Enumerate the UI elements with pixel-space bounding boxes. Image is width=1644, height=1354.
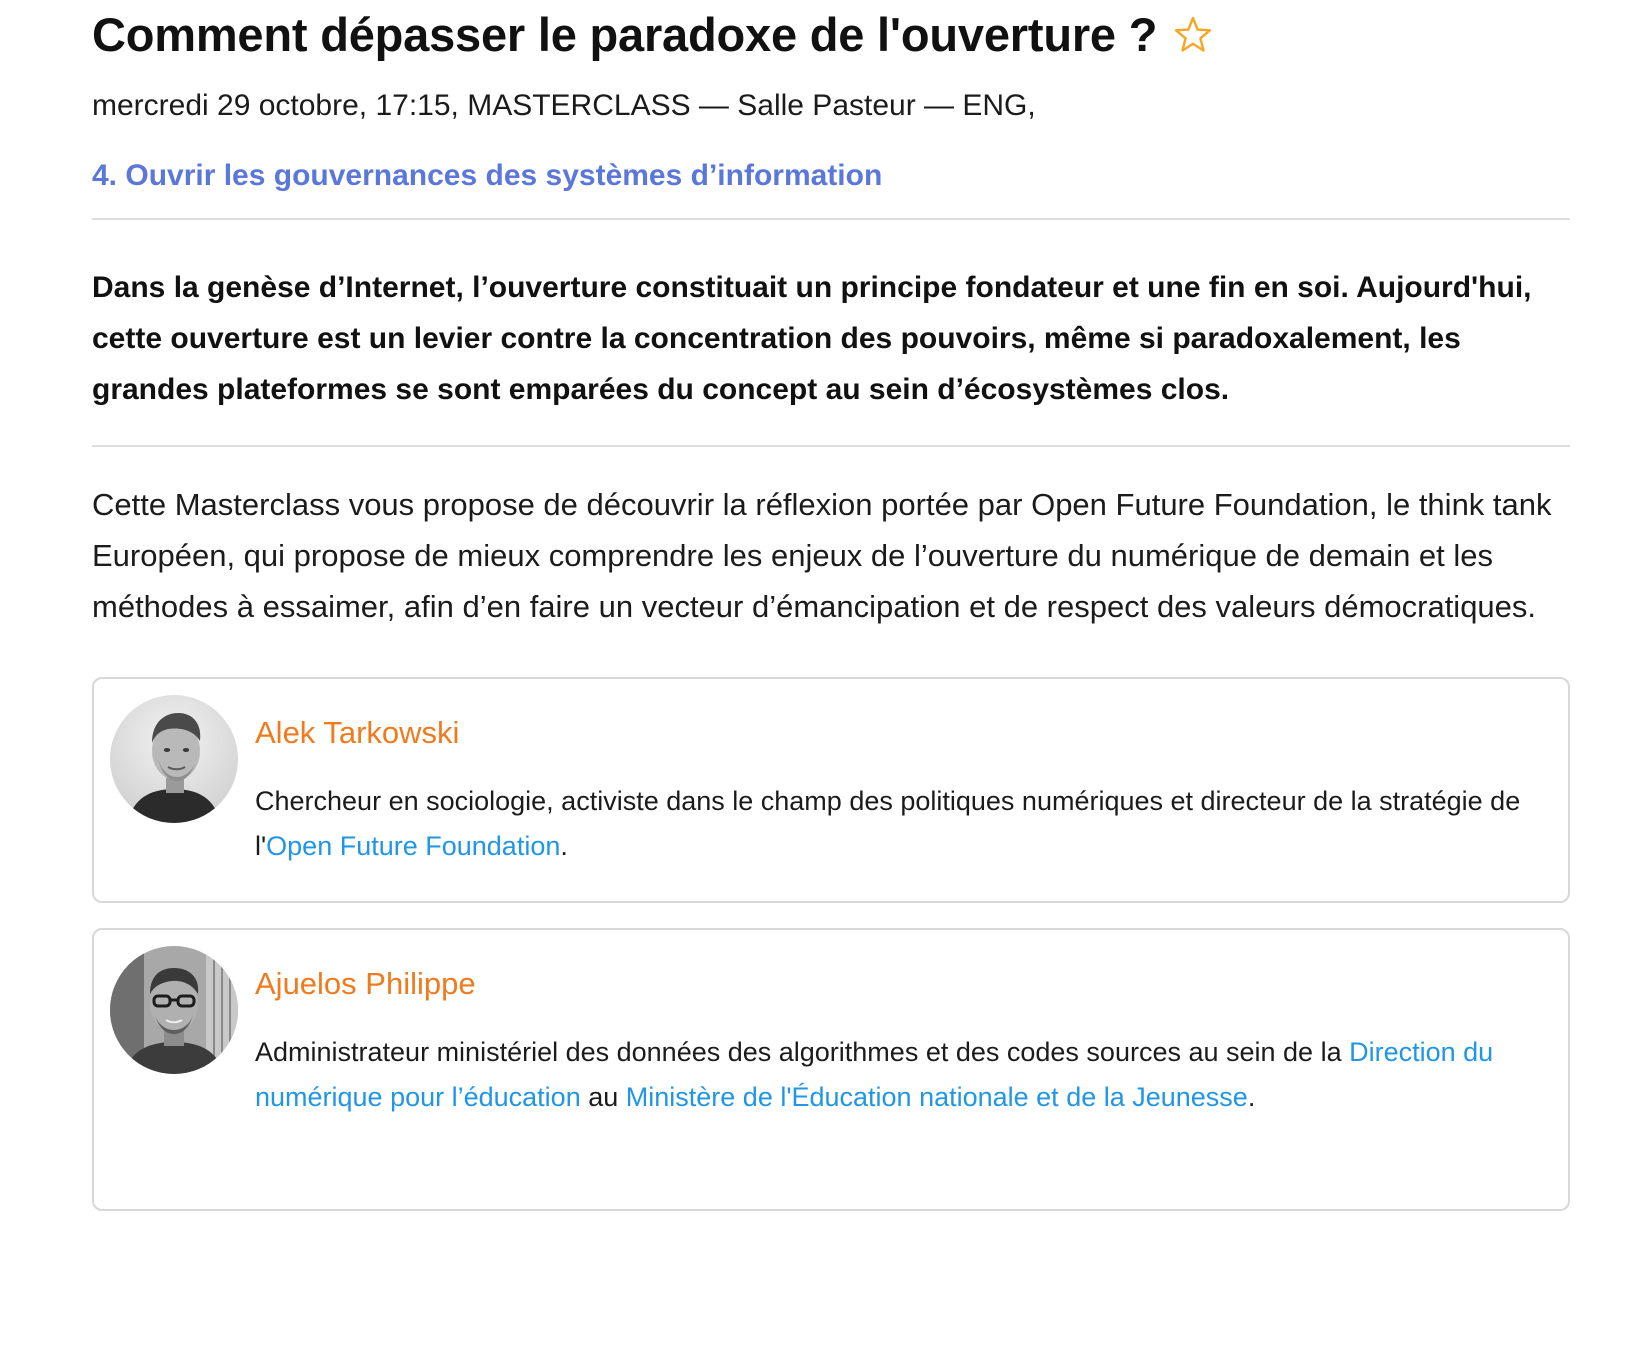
open-future-foundation-link[interactable]: Open Future Foundation [266,831,561,861]
speaker-info [255,711,1545,869]
session-meta: mercredi 29 octobre, 17:15, MASTERCLASS — Salle Pasteur — ENG, [92,89,1036,122]
title-row [92,6,1570,64]
avatar-portrait [110,695,238,823]
speaker-bio [255,779,1545,869]
avatar-portrait [110,946,238,1074]
star-outline-icon[interactable] [1173,15,1213,55]
speaker-card [92,928,1570,1211]
bio-text: . [1247,1082,1256,1112]
divider [92,445,1570,447]
speaker-bio [255,1030,1545,1120]
bio-text: Administrateur ministériel des données des algorithmes et des codes sources au sein de la [255,1037,1350,1067]
direction-numerique-link[interactable]: Direction du numérique pour l’éducation [255,1037,1494,1112]
speaker-info [255,962,1545,1120]
session-title: Comment dépasser le paradoxe de l'ouverture ? [92,8,1158,61]
star-outline-icon-shape [1173,15,1213,55]
session-lead: Dans la genèse d’Internet, l’ouverture constituait un principe fondateur et une fin en soi. Aujourd'hui, cette ouverture est un levier contre la concentration des pouvoirs, même si paradoxalement, les grandes plateformes se sont emparées du concept au sein d’écosystèmes clos. [92,271,1532,406]
speaker-card [92,677,1570,903]
divider [92,218,1570,220]
bio-text: . [560,831,568,861]
bio-text: Chercheur en sociologie, activiste dans le champ des politiques numériques et directeur de la stratégie de l' [255,786,1521,861]
avatar[interactable] [110,695,238,823]
bio-text: au [580,1082,626,1112]
ministere-education-link[interactable]: Ministère de l'Éducation nationale et de la Jeunesse [625,1082,1248,1112]
track-link[interactable]: 4. Ouvrir les gouvernances des systèmes d’information [92,159,883,192]
speaker-name-link[interactable]: Ajuelos Philippe [255,966,476,1001]
speaker-name-link[interactable]: Alek Tarkowski [255,715,460,750]
session-content [92,0,1570,1211]
avatar[interactable] [110,946,238,1074]
session-description: Cette Masterclass vous propose de découvrir la réflexion portée par Open Future Foundation, le think tank Européen, qui propose de mieux comprendre les enjeux de l’ouverture du numérique de demain et les méthodes à essaimer, afin d’en faire un vecteur d’émancipation et de respect des valeurs démocratiques. [92,487,1552,624]
